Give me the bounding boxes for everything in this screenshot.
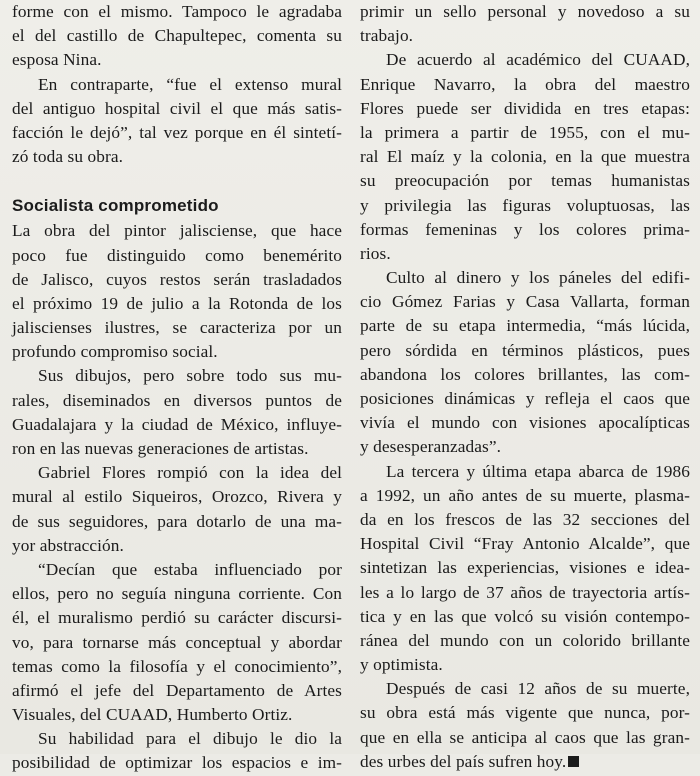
text-line: [12, 485, 342, 509]
text-line: [12, 679, 342, 703]
text-line: [12, 364, 342, 388]
text-line: [12, 606, 342, 630]
text-line: [12, 24, 342, 48]
text-line: [360, 97, 690, 121]
text-line: [360, 677, 690, 701]
text-line-content: facción le dejó”, tal vez porque en él sintetí-: [12, 122, 342, 142]
text-line-content: forme con el mismo. Tampoco le agradaba: [12, 2, 342, 21]
text-line: [360, 121, 690, 145]
text-line: [360, 73, 690, 97]
text-line: [360, 169, 690, 193]
text-line-content: mural al estilo Siqueiros, Orozco, Rivera y: [12, 487, 342, 507]
text-line-content: des urbes del país sufren hoy.: [360, 751, 567, 771]
text-line: [360, 266, 690, 290]
text-line: [360, 314, 690, 338]
text-line: [360, 556, 690, 580]
text-line-content: Guadalajara y la ciudad de México, influye-: [12, 414, 342, 434]
text-line-content: rios.: [360, 243, 391, 263]
text-line-content: Enrique Navarro, la obra del maestro: [360, 74, 690, 94]
text-line-content: y privilegia las figuras voluptuosas, las: [360, 195, 690, 215]
text-line: [360, 435, 690, 459]
text-line-content: primir un sello personal y novedoso a su: [360, 2, 690, 21]
text-line: [12, 145, 342, 169]
text-line-content: da en los frescos de las 32 secciones del: [360, 509, 690, 529]
text-line: [12, 727, 342, 751]
text-line-content: Sus dibujos, pero sobre todo sus mu-: [38, 366, 342, 386]
text-line-content: La obra del pintor jalisciense, que hace: [12, 221, 342, 241]
text-line: [12, 292, 342, 316]
text-line: [12, 73, 342, 97]
text-line-content: afirmó el jefe del Departamento de Artes: [12, 680, 342, 700]
text-line-content: les a lo largo de 37 años de trayectoria artís-: [360, 582, 690, 602]
text-line-content: que en ella se anticipa al caos que las gran-: [360, 727, 690, 747]
text-line-content: sintetizan las experiencias, visiones e idea-: [360, 558, 690, 578]
text-line: [360, 581, 690, 605]
text-line-content: pero sórdida en términos plásticos, pues: [360, 340, 690, 360]
text-line: [12, 582, 342, 606]
text-line-content: el próximo 19 de julio a la Rotonda de los: [12, 293, 342, 313]
text-line: [360, 145, 690, 169]
text-line: [12, 558, 342, 582]
text-line-content: Su habilidad para el dibujo le dio la: [38, 729, 342, 749]
text-line: [12, 751, 342, 775]
text-line-content: formas femeninas y los colores prima-: [360, 219, 690, 239]
text-line-content: abandona los colores brillantes, las com-: [360, 364, 690, 384]
text-line: [12, 340, 342, 364]
text-line-content: rales, diseminados en diversos puntos de: [12, 390, 342, 410]
text-line: [12, 437, 342, 461]
text-line: [12, 316, 342, 340]
text-line: [360, 411, 690, 435]
text-line: [12, 97, 342, 121]
text-line-content: trabajo.: [360, 26, 414, 46]
text-line: [360, 24, 690, 48]
text-line: [360, 532, 690, 556]
text-line: [360, 750, 690, 774]
text-line-content: cio Gómez Farias y Casa Vallarta, forman: [360, 292, 690, 312]
text-line-content: esposa Nina.: [12, 50, 102, 70]
text-line: [12, 0, 342, 24]
text-line-content: vo, para tornarse más conceptual y abordar: [12, 632, 342, 652]
text-line: [12, 461, 342, 485]
text-line-content: profundo compromiso social.: [12, 342, 218, 362]
text-line-content: parte de su etapa intermedia, “más lúcida,: [360, 316, 690, 336]
text-line: [12, 655, 342, 679]
text-line-content: de sus seguidores, para dotarlo de una ma-: [12, 511, 342, 531]
text-line: [360, 242, 690, 266]
text-line-content: vivía el mundo con visiones apocalípticas: [360, 413, 690, 433]
left-column: [12, 0, 342, 776]
text-line-content: jaliscienses ilustres, se caracteriza por un: [12, 318, 342, 338]
text-line-content: ránea del mundo con un colorido brillante: [360, 630, 690, 650]
text-line-content: de Jalisco, cuyos restos serán trasladados: [12, 269, 342, 289]
text-line-content: ron en las nuevas generaciones de artistas.: [12, 439, 309, 458]
text-line-content: Hospital Civil “Fray Antonio Alcalde”, que: [360, 534, 690, 554]
text-line: [12, 244, 342, 268]
text-line-content: yor abstracción.: [12, 535, 124, 555]
text-line-content: y desesperanzadas”.: [360, 437, 502, 457]
text-line: [360, 508, 690, 532]
right-column: [360, 0, 690, 774]
text-line: [12, 703, 342, 727]
text-line: [12, 510, 342, 534]
text-line-content: el del castillo de Chapultepec, comenta su: [12, 26, 342, 46]
text-line: [12, 121, 342, 145]
text-line-content: temas como la filosofía y el conocimiento”,: [12, 656, 342, 676]
right-column-body-text: [360, 0, 690, 774]
text-line: [360, 653, 690, 677]
text-line-content: y optimista.: [360, 655, 443, 675]
text-line: [360, 484, 690, 508]
text-line: [360, 629, 690, 653]
text-line: [12, 413, 342, 437]
text-line: [360, 48, 690, 72]
text-line: [360, 460, 690, 484]
text-line-content: la primera a partir de 1955, con el mu-: [360, 122, 690, 142]
text-line-content: a 1992, un año antes de su muerte, plasma-: [360, 485, 690, 505]
text-line: [12, 534, 342, 558]
text-line-content: De acuerdo al académico del CUAAD,: [386, 50, 690, 70]
text-line-content: su preocupación por temas humanistas: [360, 171, 690, 191]
text-line-content: zó toda su obra.: [12, 147, 124, 167]
left-column-body-text: [12, 219, 342, 775]
text-line-content: Flores puede ser dividida en tres etapas:: [360, 98, 690, 118]
text-line-content: del antiguo hospital civil el que más satis-: [12, 98, 342, 118]
text-line: [12, 389, 342, 413]
text-line-content: posiciones dinámicas y refleja el caos que: [360, 389, 690, 408]
text-line: [360, 194, 690, 218]
text-line: [12, 268, 342, 292]
text-line-content: Después de casi 12 años de su muerte,: [386, 679, 690, 699]
text-line-content: ellos, pero no seguía ninguna corriente. Con: [12, 584, 342, 604]
text-line: [360, 605, 690, 629]
text-line-content: Gabriel Flores rompió con la idea del: [38, 463, 342, 483]
text-line-content: Culto al dinero y los páneles del edifi-: [386, 268, 690, 288]
text-line-content: ral El maíz y la colonia, en la que muestra: [360, 147, 690, 167]
text-line-content: poco fue distinguido como benemérito: [12, 245, 342, 265]
text-line: [12, 219, 342, 243]
text-line: [12, 48, 342, 72]
left-column-top-text: [12, 0, 342, 169]
text-line: [360, 387, 690, 411]
text-line-content: posibilidad de optimizar los espacios e im-: [12, 753, 342, 773]
text-line-content: La tercera y última etapa abarca de 1986: [386, 461, 690, 481]
text-line-content: Visuales, del CUAAD, Humberto Ortiz.: [12, 705, 293, 725]
text-line: [12, 631, 342, 655]
text-line: [360, 726, 690, 750]
text-line-content: su obra está más vigente que nunca, por-: [360, 703, 690, 723]
text-line-content: él, el muralismo perdió su carácter discursi-: [12, 608, 342, 628]
text-line: [360, 701, 690, 725]
text-line-content: tica y en las que volcó su visión contempo-: [360, 606, 690, 626]
text-line: [360, 363, 690, 387]
section-heading: Socialista comprometido: [12, 196, 219, 216]
text-line-content: En contraparte, “fue el extenso mural: [38, 74, 342, 94]
end-of-article-mark: [568, 756, 579, 767]
text-line: [360, 339, 690, 363]
text-line: [360, 0, 690, 24]
text-line-content: “Decían que estaba influenciado por: [38, 559, 342, 579]
text-line: [360, 290, 690, 314]
text-line: [360, 218, 690, 242]
